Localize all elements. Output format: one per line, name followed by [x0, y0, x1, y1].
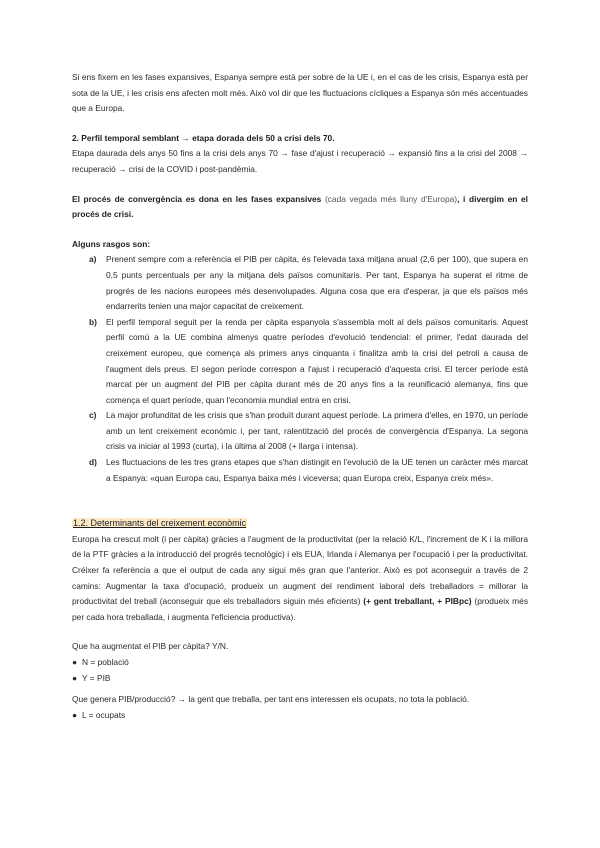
question-pib-production: Que genera PIB/producció? → la gent que treballa, per tant ens interessen els ocupats, no tota la població. — [72, 694, 470, 705]
list-item-text: Les fluctuacions de les tres grans etapes que s'han distingit en l'evolució de la UE tenen un caràcter més marcat a Espanya: «quan Europa cau, Espanya baixa més i viceversa; quan Europa creix, Espanya creix més». — [106, 457, 528, 483]
list-marker: a) — [89, 254, 97, 265]
convergence-normal: (cada vegada més lluny d'Europa) — [321, 193, 458, 204]
convergence-bold-end: , i divergim en el procés de crisi. — [72, 193, 528, 220]
list-item — [72, 315, 528, 409]
section-1-2-body: Europa ha crescut molt (i per càpita) gràcies a l'augment de la productivitat (per la relació K/L, l'increment de K i la millora de la PTF gràcies a la introducció del progrés tecnològic) i els EUA, Irlanda i Alemanya per l'ocupació i per la productivitat. Créixer fa referència a que el output de cada any sigui més gran que l'anterior. Això es pot aconseguir a través de 2 camins: Augmentar la taxa d'ocupació, produeix un augment del rendiment laboral dels treballadors = millorar la productivitat del treball (aconseguir que els treballadors siguin més eficients) (+ gent treballant, + PIBpc) (produeix més per cada hora treballada, i augmenta l'eficiencia productiva). — [72, 533, 529, 622]
list-item — [72, 408, 528, 455]
section-1-2-heading-row — [72, 516, 528, 532]
bullet-item: ● N = població — [72, 655, 528, 671]
section-1-2-bold: (+ gent treballant, + PIBpc) — [363, 596, 472, 607]
list-marker: c) — [89, 410, 97, 421]
document-page — [72, 70, 528, 723]
section-2-title: 2. Perfil temporal semblant → etapa dorada dels 50 a crisi dels 70. — [72, 132, 335, 143]
list-item — [72, 455, 528, 486]
list-marker: d) — [89, 457, 97, 468]
paragraph-fluctuations: Si ens fixem en les fases expansives, Espanya sempre està per sobre de la UE i, en el cas de les crisis, Espanya està per sota de la UE, i les crisis ens afecten molt més. Això vol dir que les fluctuacions cícliques a Espanya són més accentuades que a Europa. — [72, 72, 528, 114]
bullet-item: ● L = ocupats — [72, 708, 528, 724]
list-item — [72, 252, 528, 314]
bullet-icon: ● — [72, 709, 78, 720]
question-pib-per-capita: Que ha augmentat el PIB per càpita? Y/N. — [72, 641, 229, 652]
rasgos-list — [72, 252, 528, 486]
bullet-icon: ● — [72, 672, 78, 683]
section-2-body: Etapa daurada dels anys 50 fins a la crisi dels anys 70 → fase d'ajust i recuperació → expansió fins a la crisi del 2008 → recuperació → crisi de la COVID i post-pandèmia. — [72, 148, 528, 174]
bullet-item: ● Y = PIB — [72, 671, 528, 687]
section-1-2-heading: 1.2. Determinants del creixement econòmic — [73, 518, 247, 529]
rasgos-title: Alguns rasgos son: — [72, 238, 151, 249]
convergence-bold-start: El procés de convergència es dona en les fases expansives — [72, 193, 322, 204]
list-marker: b) — [89, 316, 97, 327]
bullet-icon: ● — [72, 657, 78, 667]
list-item-text: Prenent sempre com a referència el PIB per càpita, és l'elevada taxa mitjana anual (2,6 per 100), que supera en 0,5 punts percentuals per any la mitjana dels països comunitaris. Per tant, Espanya ha superat el ritme de progrés de les nacions europees més desenvolupades. Alguna cosa que era d'esperar, ja que els països més endarrerits tenien una major capacitat de creixement. — [106, 254, 528, 312]
list-item-text: La major profunditat de les crisis que s'han produït durant aquest període. La primera d'elles, en 1970, un període amb un lent creixement econòmic i, per tant, ralentització del procés de convergència d'Espanya. La segona crisis va iniciar al 1993 (curta), i la última al 2008 (+ llarga i intensa). — [106, 410, 528, 452]
convergence-paragraph — [72, 192, 528, 223]
list-item-text: El perfil temporal seguit per la renda per càpita espanyola s'assembla molt al dels països comunitaris. Aquest perfil comú a la UE combina almenys quatre períodes d'evolució tendencial: el primer, l'edat daurada del creixement europeu, que comença als primers anys cinquanta i finalitza amb la crisi del petroli a causa de l'augment dels preus. El segon període correspon a l'ajust i recuperació d'aquesta crisi. El tercer període està marcat per un augment del PIB per càpita durant més de 20 anys fins a la reunificació alemanya, fins que comença el quart període, quan l'economia mundial entra en crisi. — [106, 316, 528, 405]
